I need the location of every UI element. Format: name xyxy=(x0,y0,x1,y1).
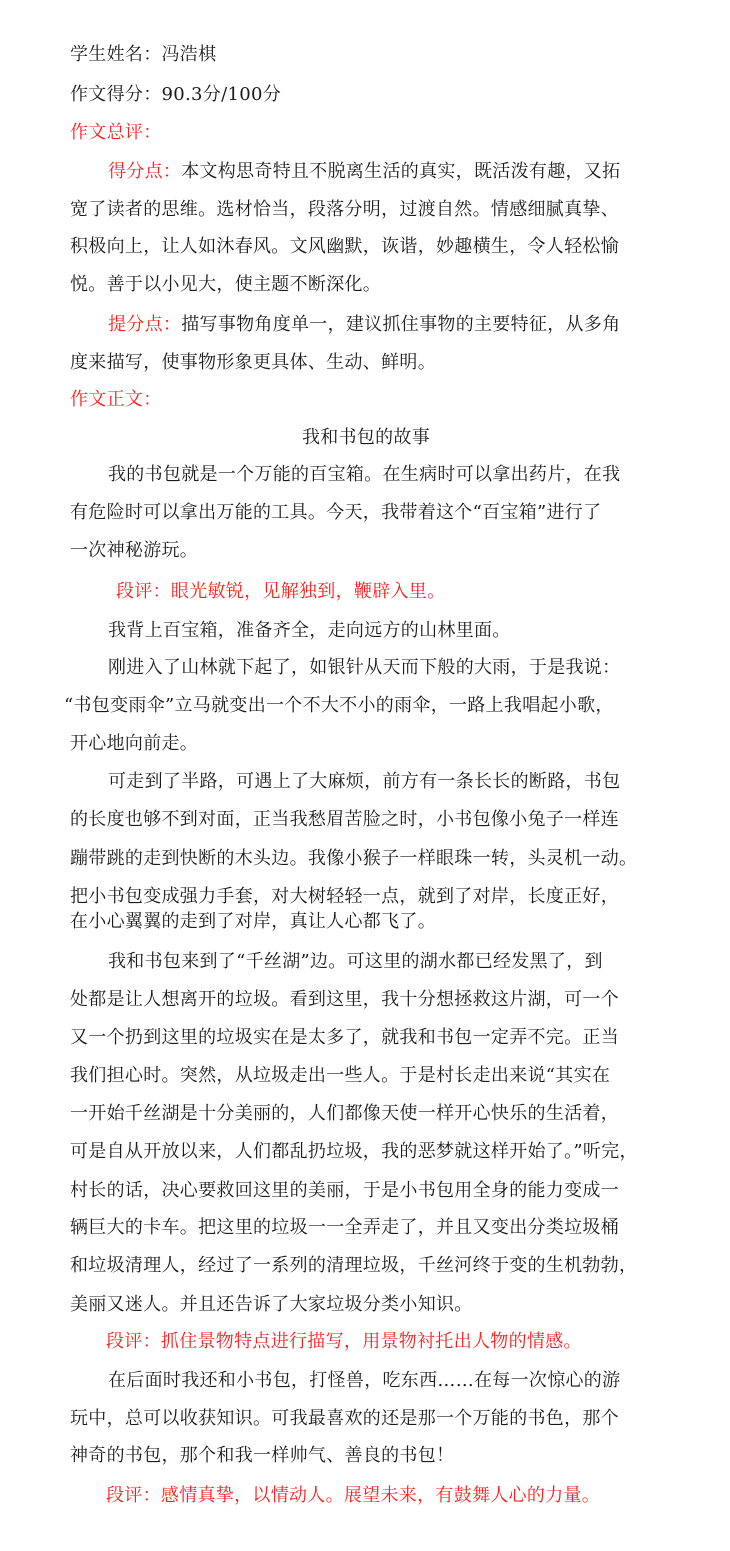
paragraph-4-line-1: 可走到了半路，可遇上了大麻烦，前方有一条长长的断路，书包 xyxy=(108,771,621,792)
paragraph-comment-3: 段评：感情真挚，以情动人。展望未来，有鼓舞人心的力量。 xyxy=(106,1485,601,1506)
paragraph-4-line-3: 蹦带跳的走到快断的木头边。我像小猴子一样眼珠一转，头灵机一动。 xyxy=(70,848,638,869)
paragraph-1-line-1: 我的书包就是一个万能的百宝箱。在生病时可以拿出药片，在我 xyxy=(108,464,621,485)
strengths-line-1 xyxy=(108,160,620,184)
paragraph-comment-1: 段评：眼光敏锐，见解独到，鞭辟入里。 xyxy=(116,581,446,602)
strengths-line-2: 宽了读者的思维。选材恰当，段落分明，过渡自然。情感细腻真挚、 xyxy=(70,199,619,220)
paragraph-5-line-5: 一开始千丝湖是十分美丽的，人们都像天使一样开心快乐的生活着， xyxy=(70,1103,619,1124)
essay-score-label: 作文得分： xyxy=(70,84,162,105)
paragraph-comment-2: 段评：抓住景物特点进行描写，用景物衬托出人物的情感。 xyxy=(106,1331,582,1352)
essay-body-heading: 作文正文： xyxy=(70,389,162,410)
student-name-row xyxy=(70,43,216,67)
improve-line-1 xyxy=(108,313,620,337)
essay-title: 我和书包的故事 xyxy=(301,427,431,448)
paragraph-5-line-3: 又一个扔到这里的垃圾实在是太多了，就我和书包一定弄不完。正当 xyxy=(70,1027,619,1048)
paragraph-5-line-7: 村长的话，决心要救回这里的美丽，于是小书包用全身的能力变成一 xyxy=(70,1180,619,1201)
paragraph-4-line-2: 的长度也够不到对面，正当我愁眉苦脸之时，小书包像小兔子一样连 xyxy=(70,809,619,830)
paragraph-5-line-1: 我和书包来到了“千丝湖”边。可这里的湖水都已经发黑了，到 xyxy=(108,951,603,972)
student-name-label: 学生姓名： xyxy=(70,44,162,65)
paragraph-1-line-3: 一次神秘游玩。 xyxy=(70,540,199,561)
improve-line-2: 度来描写，使事物形象更具体、生动、鲜明。 xyxy=(70,352,436,373)
paragraph-5-line-10: 美丽又迷人。并且还告诉了大家垃圾分类小知识。 xyxy=(70,1294,473,1315)
paragraph-6-line-3: 神奇的书包，那个和我一样帅气、善良的书包！ xyxy=(70,1445,455,1466)
paragraph-6-line-1: 在后面时我还和小书包，打怪兽，吃东西……在每一次惊心的游 xyxy=(108,1370,621,1391)
paragraph-1-line-2: 有危险时可以拿出万能的工具。今天，我带着这个“百宝箱”进行了 xyxy=(70,502,602,523)
paragraph-3-line-3: 开心地向前走。 xyxy=(70,733,199,754)
paragraph-5-line-8: 辆巨大的卡车。把这里的垃圾一一全弄走了，并且又变出分类垃圾桶 xyxy=(70,1217,619,1238)
paragraph-2-line-1: 我背上百宝箱，准备齐全，走向远方的山林里面。 xyxy=(108,620,511,641)
student-name-value: 冯浩棋 xyxy=(161,44,217,65)
paragraph-4-line-4: 把小书包变成强力手套，对大树轻轻一点，就到了对岸，长度正好， xyxy=(70,886,619,907)
improve-label: 提分点： xyxy=(108,314,182,335)
overall-review-heading: 作文总评： xyxy=(70,122,162,143)
paragraph-6-line-2: 玩中，总可以收获知识。可我最喜欢的还是那一个万能的书色，那个 xyxy=(70,1408,619,1429)
paragraph-5-line-6: 可是自从开放以来，人们都乱扔垃圾，我的恶梦就这样开始了。”听完， xyxy=(70,1141,638,1162)
essay-score-value: 90.3分/100分 xyxy=(161,84,281,105)
paragraph-5-line-2: 处都是让人想离开的垃圾。看到这里，我十分想拯救这片湖，可一个 xyxy=(70,989,619,1010)
essay-score-row xyxy=(70,83,281,107)
strengths-text: 本文构思奇特且不脱离生活的真实，既活泼有趣，又拓 xyxy=(181,161,621,182)
strengths-label: 得分点： xyxy=(108,161,182,182)
paragraph-3-line-1: 刚进入了山林就下起了，如银针从天而下般的大雨，于是我说： xyxy=(108,657,621,678)
paragraph-3-line-2: “书包变雨伞”立马就变出一个不大不小的雨伞，一路上我唱起小歌， xyxy=(64,695,614,716)
paragraph-5-line-4: 我们担心时。突然，从垃圾走出一些人。于是村长走出来说“其实在 xyxy=(70,1065,611,1086)
strengths-line-4: 悦。善于以小见大，使主题不断深化。 xyxy=(70,274,382,295)
paragraph-4-line-5: 在小心翼翼的走到了对岸，真让人心都飞了。 xyxy=(70,911,436,932)
strengths-line-3: 积极向上，让人如沐春风。文风幽默，诙谐，妙趣横生，令人轻松愉 xyxy=(70,236,619,257)
improve-text: 描写事物角度单一，建议抓住事物的主要特征，从多角 xyxy=(181,314,621,335)
paragraph-5-line-9: 和垃圾清理人，经过了一系列的清理垃圾，千丝河终于变的生机勃勃， xyxy=(70,1255,638,1276)
